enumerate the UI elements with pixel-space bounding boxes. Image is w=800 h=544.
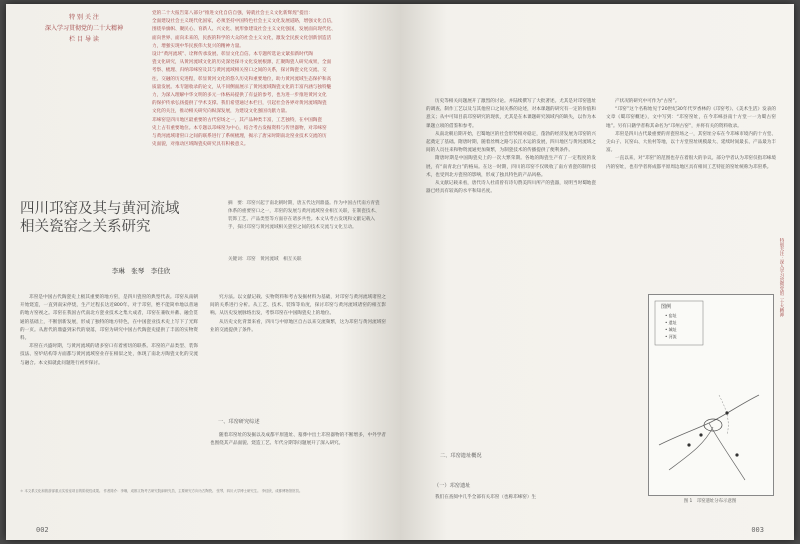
column-label-line: 栏 目 导 读 <box>69 36 99 43</box>
right-page <box>400 4 794 540</box>
intro-line: 史面貌，对推动区域陶瓷史研究具有积极意义。 <box>152 142 249 148</box>
map-legend-title: 图例 <box>661 304 672 310</box>
paragraph: 邛窑在兴盛时期，与黄河流域的诸多窑口有着密切的联系。邛窑的产品类型、装饰技法、窑炉结构等方面都与黄河流域窑业存在相似之处，体现了南北方陶瓷文化的交流与融合。本文拟就此问题进行初步探讨。 <box>20 344 198 366</box>
intro-line: 质量发展。本专题收录的论文，从不同侧面展示了黄河流域陶瓷文化的丰富内涵与独特魅 <box>152 84 332 90</box>
page-number: 002 <box>36 526 49 534</box>
abstract: 摘 要：邛窑兴起于南北朝时期，唐五代达到鼎盛。作为中国古代南方青瓷体系的重要窑口之一，邛窑的发展与黄河流域窑业相互关联，在制瓷技术、装饰工艺、产品类型等方面存在诸多共性。本文从考古发现和文献记载入手，探讨邛窑与黄河流域相关瓷窑之间的技术交流与文化互动。 <box>228 201 380 230</box>
river-line <box>659 395 759 445</box>
title-line-2: 相关瓷窑之关系研究 <box>20 219 151 235</box>
river-line <box>709 423 745 480</box>
intro-line: 往、交融的历史进程，彰显黄河文化的悠久历史和重要地位，助力黄河流域生态保护和高 <box>152 76 332 82</box>
paragraph: 究方法。以文献记载、实物资料和考古发掘材料为基础，对邛窑与黄河流域诸窑之间的关系进行分析。从工艺、技术、装饰等角度，探讨邛窑与黄河流域诸窑的相互影响。从历史发展脉络出发，考察邛窑在中国陶瓷史上的地位。 <box>210 295 386 317</box>
map-legend <box>665 312 677 340</box>
authors: 李琳 张琴 李佳欣 <box>111 267 171 275</box>
paragraph: “邛窑”这个名称始见于20世纪30年代罗香林的《邛窑考》、《美术生活》发表的文章《蜀邛窑概述》，文中写到：“邛窑窑址，在今邛崃县南十方堂一一为蜀古窑地”。另有日籍学者称其命名为“邛州古窑”，并将有关的资料收录。 <box>606 107 776 129</box>
intro-line: 文化的关注，推动相关研究向纵深发展，为建设文化强国贡献力量。 <box>152 109 290 115</box>
subsection-heading: （一）邛窑遗址 <box>434 483 471 489</box>
intro-line: 全面建设社会主义现代化国家，必须坚持中国特色社会主义文化发展道路，增强文化自信， <box>152 19 336 25</box>
legend-item: • 河流 <box>665 333 677 340</box>
right-column-2 <box>606 98 776 172</box>
legend-item: • 城址 <box>665 326 677 333</box>
body-column-2 <box>210 294 386 335</box>
intro-line: 力，为深入理解中华文明的多元一体格局提供了有益的参考，也为进一步推进黄河文化 <box>152 93 327 99</box>
intro-line: 设计“黄河流域”、诠释传承发展、彰显文化自信。本专题所选论文紧扣新时代陶 <box>152 52 313 58</box>
paragraph: 邛窑是四川古代最重要的青瓷窑场之一，其窑址分布在今邛崃市境内的十方堂、尖山子、瓦窑山、大鱼村等地，以十方堂窑址规模最大、延续时间最长、产品最为丰富。 <box>606 131 776 154</box>
section-heading: 一、邛窑研究综述 <box>218 419 260 425</box>
paragraph: 邛窑是中国古代陶瓷史上极其重要的地方窑，是四川瓷窑的典型代表。邛窑从南朝开始烧造，一直到南宋停烧，生产过程长达近800年。对于邛窑，绝不能简单地以普通的地方窑视之。邛窑在我国古代南北方瓷业技术之集大成者，邛窑在兼收并蓄、融会贯通的基础上，不断创新发展，形成了独特的地方特色，在中国瓷业技术史上写下了光辉的一页。从唐代的鼎盛到宋代的衰落，邛窑为研究中国古代陶瓷史提供了丰富的实物资料。 <box>20 295 198 342</box>
column-label <box>38 12 130 45</box>
keywords: 关键词：邛窑 黄河流域 相互关联 <box>228 257 302 262</box>
column-intro <box>152 10 380 149</box>
book-spread <box>6 4 794 540</box>
article-title <box>20 200 230 236</box>
intro-line: 力，增强实现中华民族伟大复兴的精神力量。 <box>152 43 244 49</box>
section-heading: 二、邛窑遗址概况 <box>440 453 482 459</box>
paragraph: 随着邛窑址的发掘以及成都平原遗址、墓葬中出土邛窑器物的不断增多，中外学者也围绕其产品面貌、烧造工艺、年代分期等问题展开了深入研究。 <box>210 433 386 447</box>
intro-line: 史上占有重要地位。本专题以邛崃窑为中心，结合考古发掘资料与传世器物，对邛崃窑 <box>152 125 327 131</box>
paragraph: 产状况的研究中可作为“古窑”。 <box>615 99 680 104</box>
intro-line: 的保护传承弘扬提供了学术支撑。我们希望通过本栏目，引起社会各界对黄河流域陶瓷 <box>152 101 327 107</box>
intro-line: 邛崃窑是四川地区最重要的古代窑场之一，其产品种类丰富，工艺独特，在中国陶瓷 <box>152 117 322 123</box>
intro-line: 党的二十大报告第八部分“推进文化自信自强，铸就社会主义文化新辉煌”提出： <box>152 11 313 16</box>
kiln-marker <box>725 411 728 414</box>
body-column-1 <box>20 294 198 368</box>
legend-item: • 窑址 <box>665 312 677 319</box>
left-page <box>6 4 400 540</box>
footnote: ＊ 本文系文化和旅游部重点实验室项目的阶段性成果。 作者简介：李琳，成都文物考古研究院副研究员，主要研究方向为古陶瓷。 张琴，四川大学博士研究生。 李佳欣，成都博物馆馆员。 <box>20 489 303 493</box>
figure-caption: 图 1 邛窑遗址分布示意图 <box>683 499 737 504</box>
intro-line: 瓷文化研究，从黄河流域文化的历史深处探寻文化发展根源，汇聚陶瓷人研究成果，全面 <box>152 60 332 66</box>
paragraph: 一直以来，对“邛窑”的范围也存在着很大的争议。部分学者认为邛窑仅指邛崃境内的窑址，也有学者将成都平原周边地区具有相同工艺特征的窑址统称为邛窑系。 <box>606 156 776 170</box>
legend-item: • 遗址 <box>665 319 677 326</box>
river-line <box>669 427 713 470</box>
side-section-tab: 特别关注 · 深入学习贯彻党的二十大精神 <box>779 238 784 317</box>
title-line-1: 四川邛窑及其与黄河流域 <box>20 201 180 217</box>
kiln-marker <box>687 443 690 446</box>
paragraph: 从南北朝后期开始，巴蜀地区的社会形势相对稳定，蓬勃的经济发展为邛窑的兴起奠定了基础。隋唐时期，随着丝绸之路与长江水运的发展，四川地区与黄河流域之间的人员往来和物资流通更加频繁，为制瓷技术的传播提供了便利条件。 <box>426 131 596 154</box>
kiln-site-map <box>648 294 774 496</box>
column-label-line: 特 别 关 注 <box>69 14 99 21</box>
kiln-marker <box>699 433 702 436</box>
intro-line: 面向世界、面向未来的，民族的科学的大众的社会主义文化，激发全民族文化创新创造活 <box>152 35 332 41</box>
intro-line: 与黄河流域诸窑口之间的联系进行了系统梳理，揭示了唐宋时期南北窑业技术交流的历 <box>152 134 327 140</box>
paragraph: 从历史文化背景来看，四川与中原地区自古以来交流频繁，这为邛窑与黄河流域窑业的交流提供了条件。 <box>210 319 386 333</box>
paragraph: 历史等相关问题展开了激烈的讨论。并陆续撰写了大批著述。尤其是对邛窑遗址的调查、制作工艺以及与其他窑口之间关系的论述，对本课题的研究有一定的价值和意义；从中可知目前邛窑研究的现状，尤其是在本课题研究领域内的缺失，以作为本课题立项的借鉴和参考。 <box>426 99 596 129</box>
paragraph: 隋唐时期是中国陶瓷史上的一次大繁荣期。各地的陶瓷生产有了一定程度的发展，有“南青北白”的格局。在这一时期，四川的邛窑不仅吸收了南方青瓷的制作技术，也受到北方瓷窑的影响，形成了独具特色的产品风格。 <box>426 156 596 178</box>
intro-line: 围绕举旗帜、聚民心、育新人、兴文化、展形象建设社会主义文化强国，发展面向现代化、 <box>152 27 336 33</box>
paragraph: 我们在查阅中几乎全部有关邛窑（也称邛崃窑）生 <box>435 495 537 500</box>
column-label-line: 深入学习贯彻党的二十大精神 <box>44 25 123 32</box>
intro-line: 考察、梳理、归纳邛崃窑及其与黄河流域相关窑口之间的关系，探讨陶瓷文化交流、交 <box>152 68 327 74</box>
body-column-2b <box>210 432 386 448</box>
right-column-1-end <box>426 494 596 502</box>
kiln-marker <box>735 453 738 456</box>
page-number: 003 <box>751 526 764 534</box>
right-column-1 <box>426 98 596 196</box>
paragraph: 从文献记载来看，唐代诗人杜甫曾有诗句赞美四川所产的瓷器，说明当时蜀地瓷器已经具有较高的水平和知名度。 <box>426 181 596 195</box>
